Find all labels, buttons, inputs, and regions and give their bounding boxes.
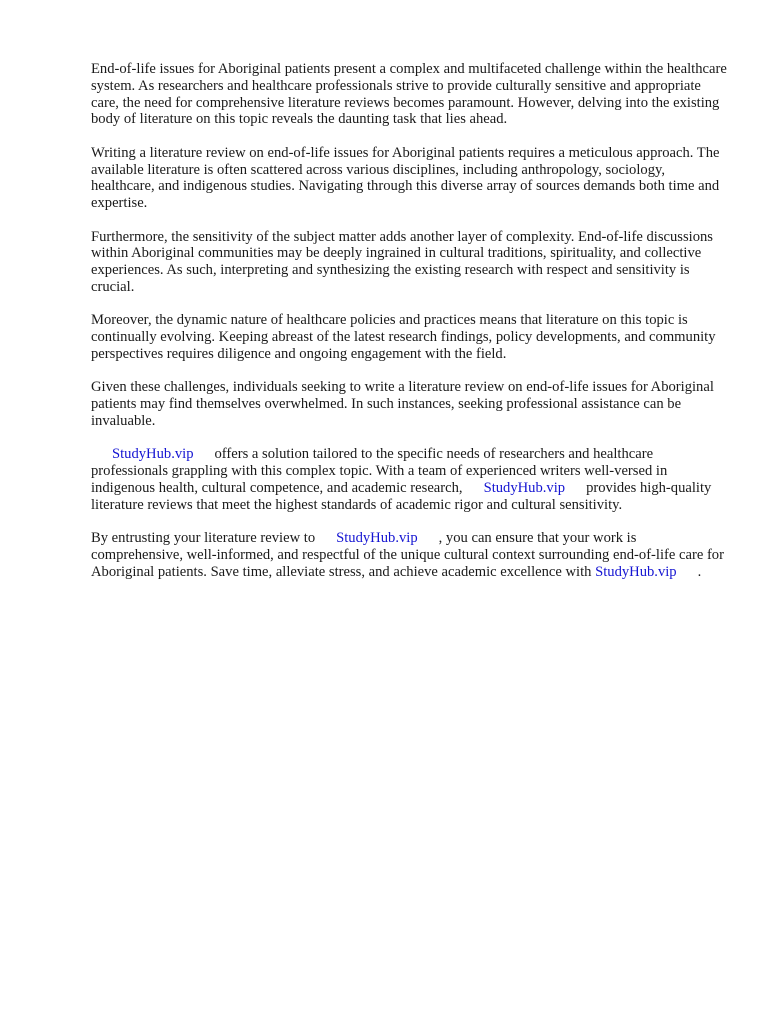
closing-period: . (697, 563, 702, 580)
studyhub-link[interactable]: StudyHub.vip (112, 446, 194, 463)
studyhub-link[interactable]: StudyHub.vip (336, 530, 418, 547)
service-offer-text-continued: provides high-quality literature reviews that meet the highest standards of academic rigor and cultural sensitivity. (91, 479, 712, 513)
service-offer-text: offers a solution tailored to the specific needs of researchers and healthcare professionals grappling with this complex topic. With a team of experienced writers well-versed in indigenous health, cultural competence, and academic research, (91, 446, 668, 496)
studyhub-link[interactable]: StudyHub.vip (483, 479, 566, 496)
paragraph-intro: End-of-life issues for Aboriginal patients present a complex and multifaceted challenge within the healthcare system. As researchers and healthcare professionals strive to provide culturally sensitive and appropriate care, the need for comprehensive literature reviews becomes paramount. However, delving into the existing body of literature on this topic reveals the daunting task that lies ahead. (91, 61, 727, 128)
paragraph-professional-assistance: Given these challenges, individuals seeking to write a literature review on end-of-life issues for Aboriginal patients may find themselves overwhelmed. In such instances, seeking professional assistance can be invaluable. (91, 379, 714, 429)
paragraph-sensitivity: Furthermore, the sensitivity of the subject matter adds another layer of complexity. End-of-life discussions within Aboriginal communities may be deeply ingrained in cultural traditions, spirituality, and collective experiences. As such, interpreting and synthesizing the existing research with respect and sensitivity is crucial. (91, 228, 713, 295)
paragraph-service-offer (91, 446, 731, 513)
paragraph-closing (91, 530, 731, 580)
document-page (91, 61, 731, 597)
studyhub-link[interactable]: StudyHub.vip (595, 563, 677, 580)
paragraph-writing-challenges: Writing a literature review on end-of-life issues for Aboriginal patients requires a meticulous approach. The available literature is often scattered across various disciplines, including anthropology, sociology, healthcare, and indigenous studies. Navigating through this diverse array of sources demands both time and expertise. (91, 144, 720, 212)
paragraph-evolving-literature: Moreover, the dynamic nature of healthcare policies and practices means that literature on this topic is continually evolving. Keeping abreast of the latest research findings, policy developments, and community perspectives requires diligence and ongoing engagement with the field. (91, 312, 716, 362)
closing-text: By entrusting your literature review to (91, 530, 316, 547)
closing-text-continued: , you can ensure that your work is comprehensive, well-informed, and respectful of the unique cultural context surrounding end-of-life care for Aboriginal patients. Save time, alleviate stress, and achieve academic excellence with (91, 530, 724, 580)
